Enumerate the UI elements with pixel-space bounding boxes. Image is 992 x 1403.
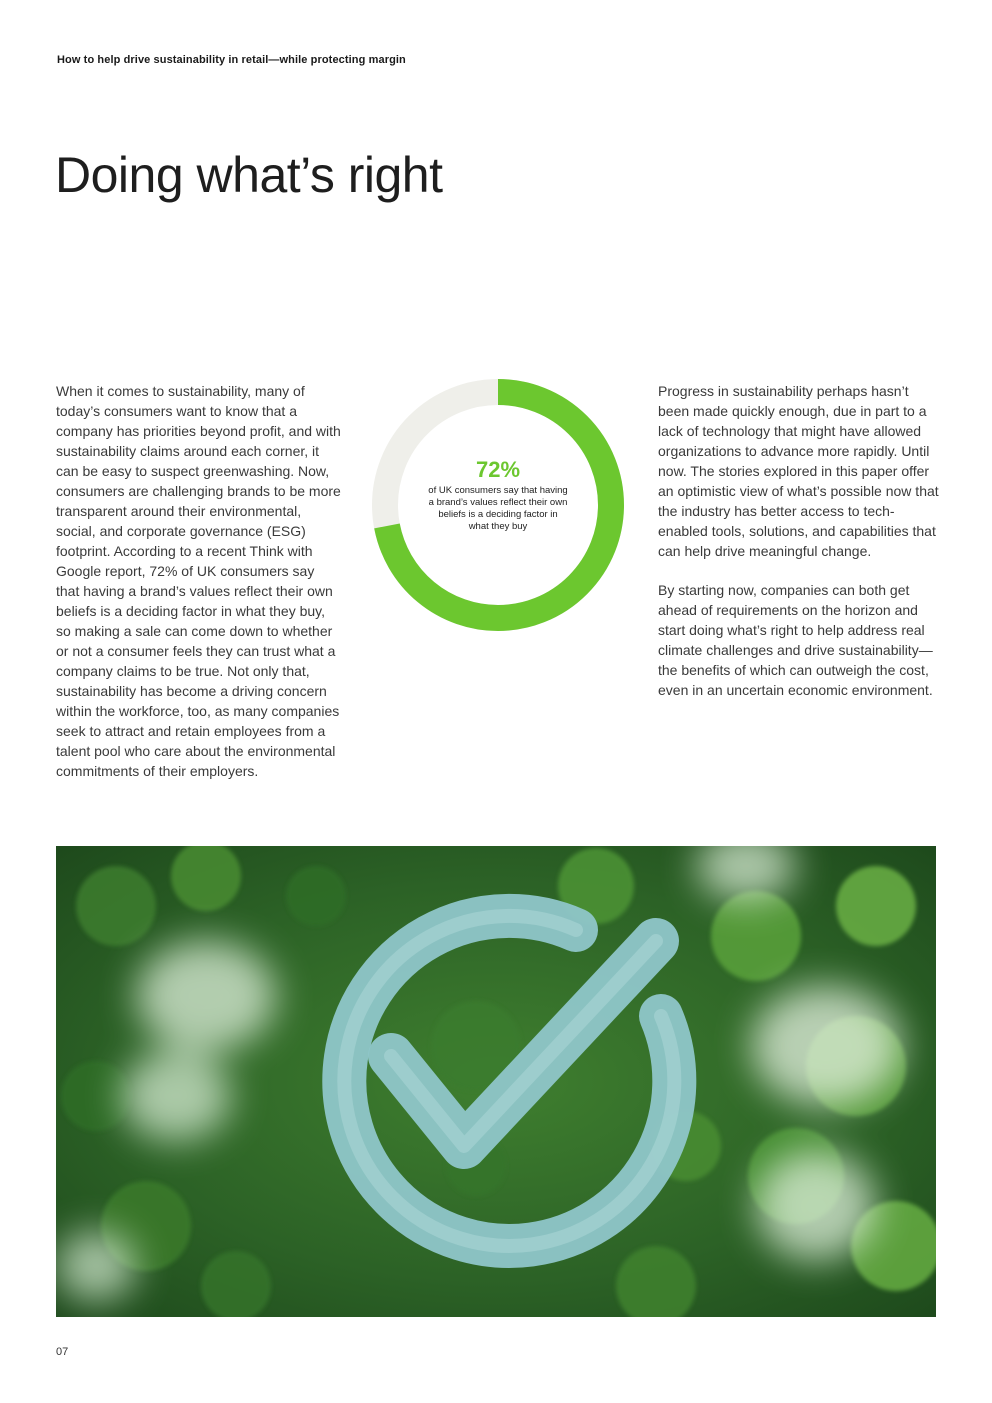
right-paragraph-2: By starting now, companies can both get ahead of requirements on the horizon and start doing what’s right to help address real climate challenges and drive sustainability—the benefits of which can outweigh the cost, even in an uncertain economic environment. [658,582,933,698]
stat-value: 72% [475,457,521,482]
checkmark-river-icon [56,846,936,1317]
donut-center [428,457,568,533]
right-column [658,381,943,700]
running-header: How to help drive sustainability in retail—while protecting margin [57,54,406,66]
forest-river-checkmark-photo [56,846,936,1317]
stat-caption: of UK consumers say that having a brand’s values reflect their own beliefs is a deciding factor in what they buy [428,485,568,532]
right-paragraph-1: Progress in sustainability perhaps hasn’t been made quickly enough, due in part to a lack of technology that might have allowed organizations to advance more rapidly. Until now. The stories explored in this paper offer an optimistic view of what’s possible now that the industry has better access to tech-enabled tools, solutions, and capabilities that can help drive meaningful change. [658,383,939,559]
page-title: Doing what’s right [55,147,443,203]
stat-donut-chart [370,377,626,633]
left-paragraph: When it comes to sustainability, many of today’s consumers want to know that a company has priorities beyond profit, and with sustainability claims around each corner, it can be easy to suspect greenwashing. Now, consumers are challenging brands to be more transparent around their environmental, social, and corporate governance (ESG) footprint. According to a recent Think with Google report, 72% of UK consumers say that having a brand’s values reflect their own beliefs is a deciding factor in what they buy, so making a sale can come down to whether or not a consumer feels they can trust what a company claims to be true. Not only that, sustainability has become a driving concern within the workforce, too, as many companies seek to attract and retain employees from a talent pool who care about the environmental commitments of their employers. [56,383,341,779]
page-number: 07 [56,1346,69,1358]
left-column [56,381,341,781]
